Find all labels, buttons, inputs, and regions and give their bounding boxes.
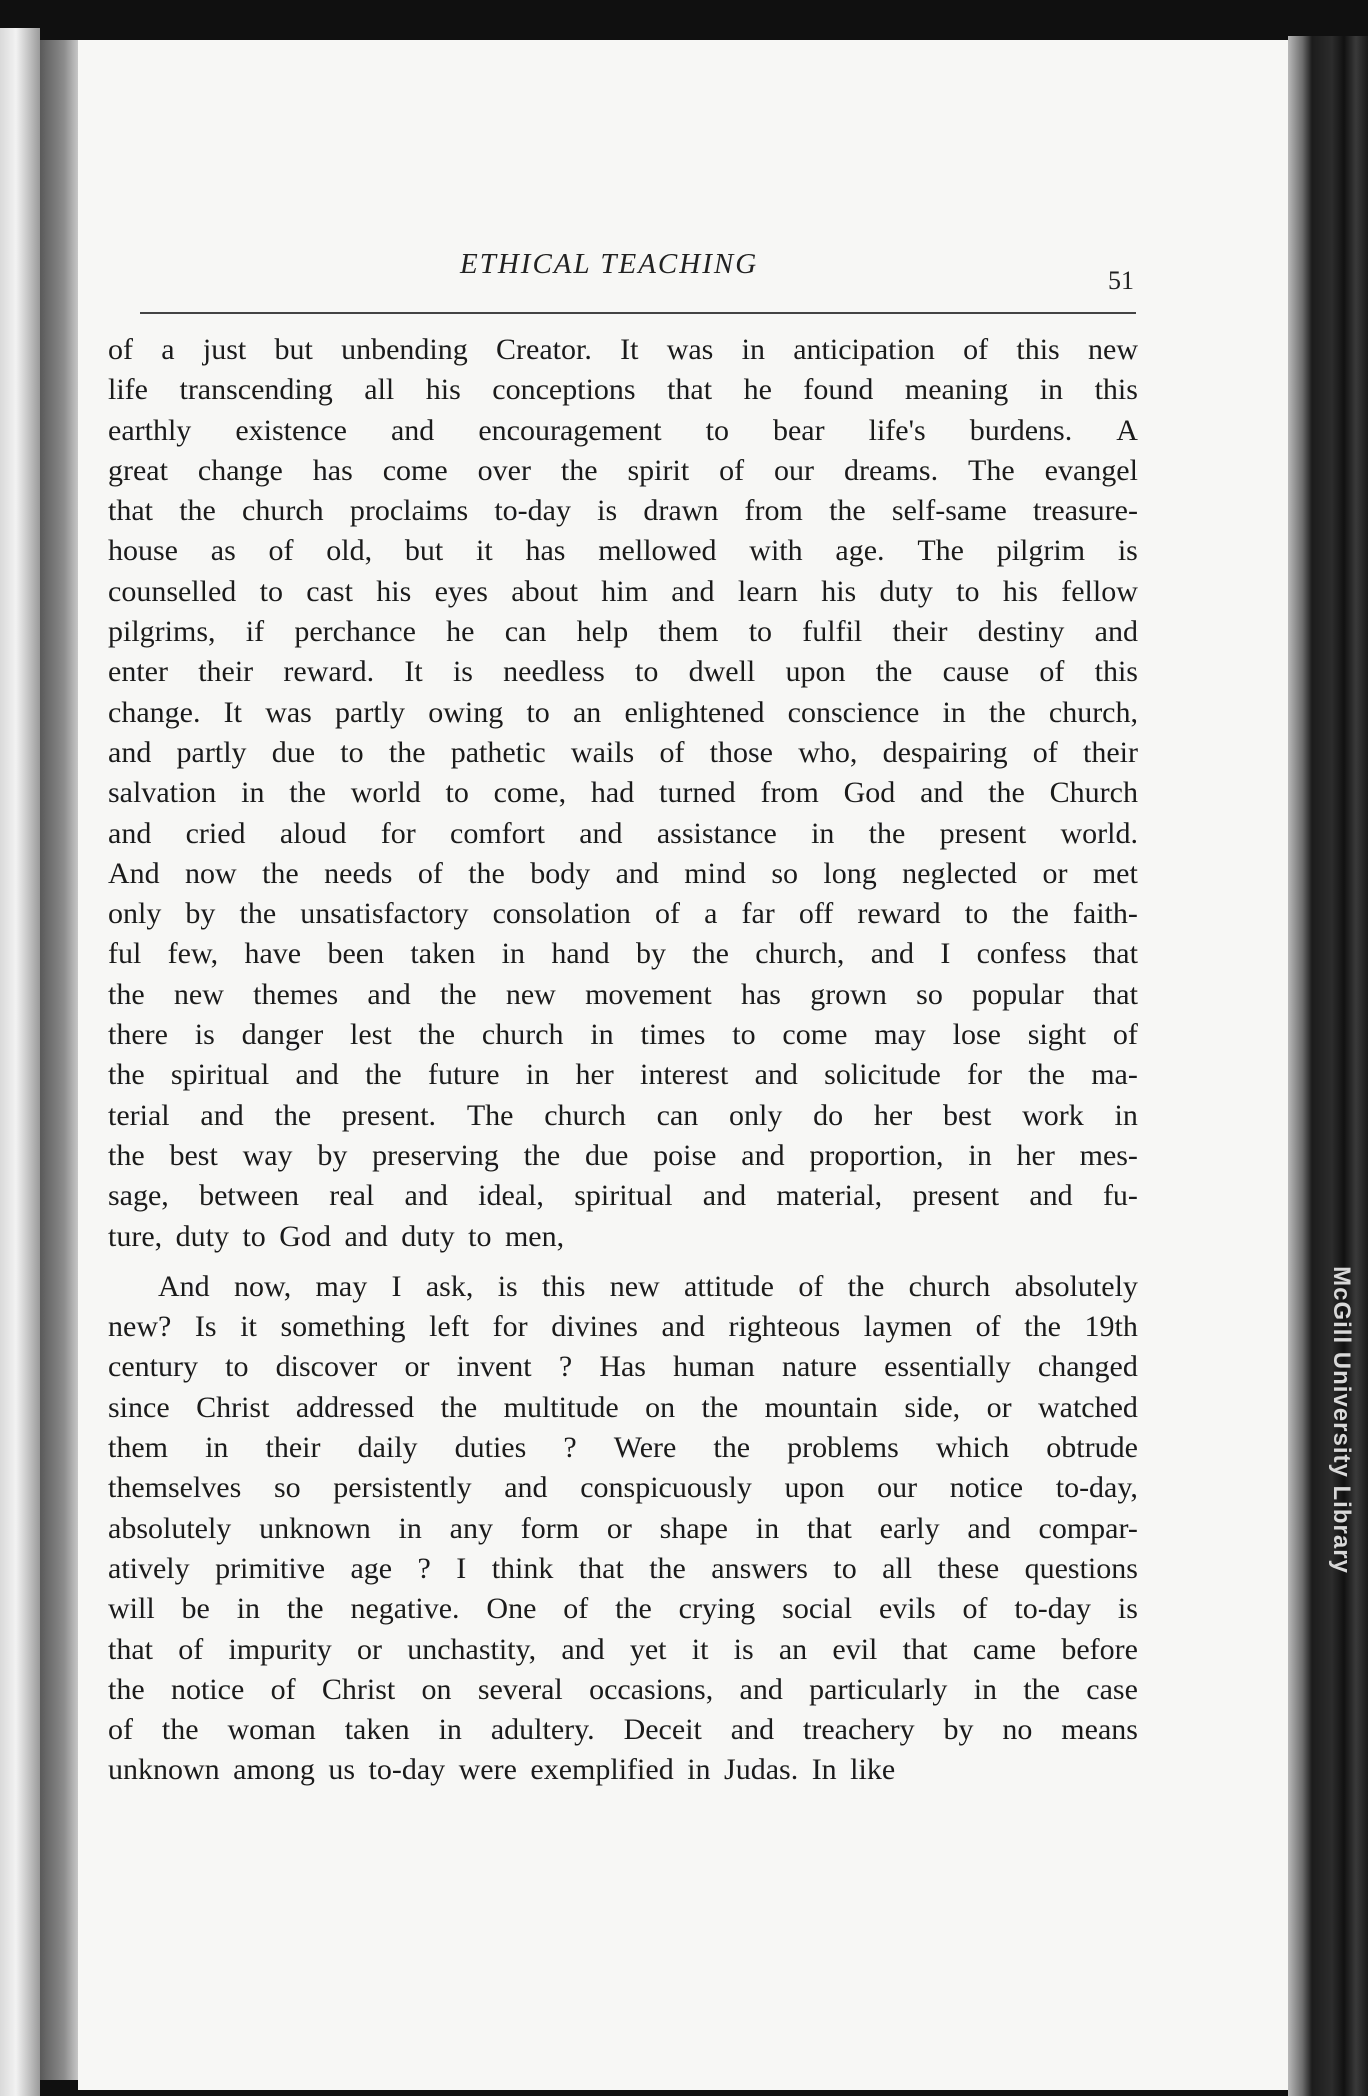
text-line: since Christ addressed the multitude on the mountain side, or watched [108, 1390, 1138, 1424]
page-number: 51 [1108, 266, 1134, 295]
text-line: them in their daily duties ? Were the problems which obtrude [108, 1431, 1138, 1465]
text-line: the best way by preserving the due poise and proportion, in her mes- [108, 1138, 1138, 1172]
text-line: earthly existence and encouragement to bear life's burdens. A [108, 413, 1138, 447]
text-line: And now, may I ask, is this new attitude of the church absolutely [158, 1269, 1138, 1303]
text-line: new? Is it something left for divines and righteous laymen of the 19th [108, 1310, 1138, 1344]
text-line: absolutely unknown in any form or shape in that early and compar- [108, 1511, 1138, 1545]
text-line: great change has come over the spirit of our dreams. The evangel [108, 453, 1138, 487]
paragraph-1 [108, 330, 1138, 1257]
book-spine [1288, 36, 1368, 2096]
gutter-shadow [40, 40, 80, 2080]
text-line: ture, duty to God and duty to men, [108, 1219, 565, 1253]
text-line: and cried aloud for comfort and assistance in the present world. [108, 816, 1138, 850]
library-stamp-text: McGill University Library [1328, 1266, 1356, 1574]
previous-page-edge [0, 28, 40, 2096]
text-line: And now the needs of the body and mind so long neglected or met [108, 856, 1138, 890]
text-line: of a just but unbending Creator. It was in anticipation of this new [108, 333, 1138, 366]
text-line: unknown among us to-day were exemplified in Judas. In like [108, 1753, 896, 1787]
text-line: only by the unsatisfactory consolation of a far off reward to the faith- [108, 897, 1138, 931]
running-head: ETHICAL TEACHING [460, 248, 759, 280]
text-line: the new themes and the new movement has grown so popular that [108, 977, 1138, 1011]
text-line: that of impurity or unchastity, and yet it is an evil that came before [108, 1632, 1138, 1666]
text-line: life transcending all his conceptions that he found meaning in this [108, 373, 1138, 407]
text-line: there is danger lest the church in times to come may lose sight of [108, 1018, 1138, 1052]
text-line: and partly due to the pathetic wails of those who, despairing of their [108, 735, 1138, 769]
text-line: atively primitive age ? I think that the answers to all these questions [108, 1551, 1138, 1585]
text-line: enter their reward. It is needless to dwell upon the cause of this [108, 655, 1138, 689]
text-line: of the woman taken in adultery. Deceit and treachery by no means [108, 1713, 1138, 1747]
text-line: salvation in the world to come, had turned from God and the Church [108, 776, 1138, 810]
text-line: will be in the negative. One of the crying social evils of to-day is [108, 1592, 1138, 1626]
body-text [108, 330, 1138, 1791]
paragraph-2 [108, 1267, 1138, 1791]
text-line: sage, between real and ideal, spiritual and material, present and fu- [108, 1179, 1138, 1213]
header-rule [140, 312, 1136, 314]
text-line: change. It was partly owing to an enlightened conscience in the church, [108, 695, 1138, 729]
text-line: terial and the present. The church can only do her best work in [108, 1098, 1138, 1132]
text-line: the notice of Christ on several occasions, and particularly in the case [108, 1672, 1138, 1706]
text-line: themselves so persistently and conspicuously upon our notice to-day, [108, 1471, 1138, 1505]
text-line: house as of old, but it has mellowed with age. The pilgrim is [108, 534, 1138, 568]
text-line: century to discover or invent ? Has human nature essentially changed [108, 1350, 1138, 1384]
text-line: the spiritual and the future in her interest and solicitude for the ma- [108, 1058, 1138, 1092]
library-stamp [1328, 1180, 1354, 1660]
text-line: that the church proclaims to-day is drawn from the self-same treasure- [108, 494, 1138, 528]
text-line: pilgrims, if perchance he can help them to fulfil their destiny and [108, 615, 1138, 649]
text-line: ful few, have been taken in hand by the church, and I confess that [108, 937, 1138, 971]
text-line: counselled to cast his eyes about him and learn his duty to his fellow [108, 574, 1138, 608]
